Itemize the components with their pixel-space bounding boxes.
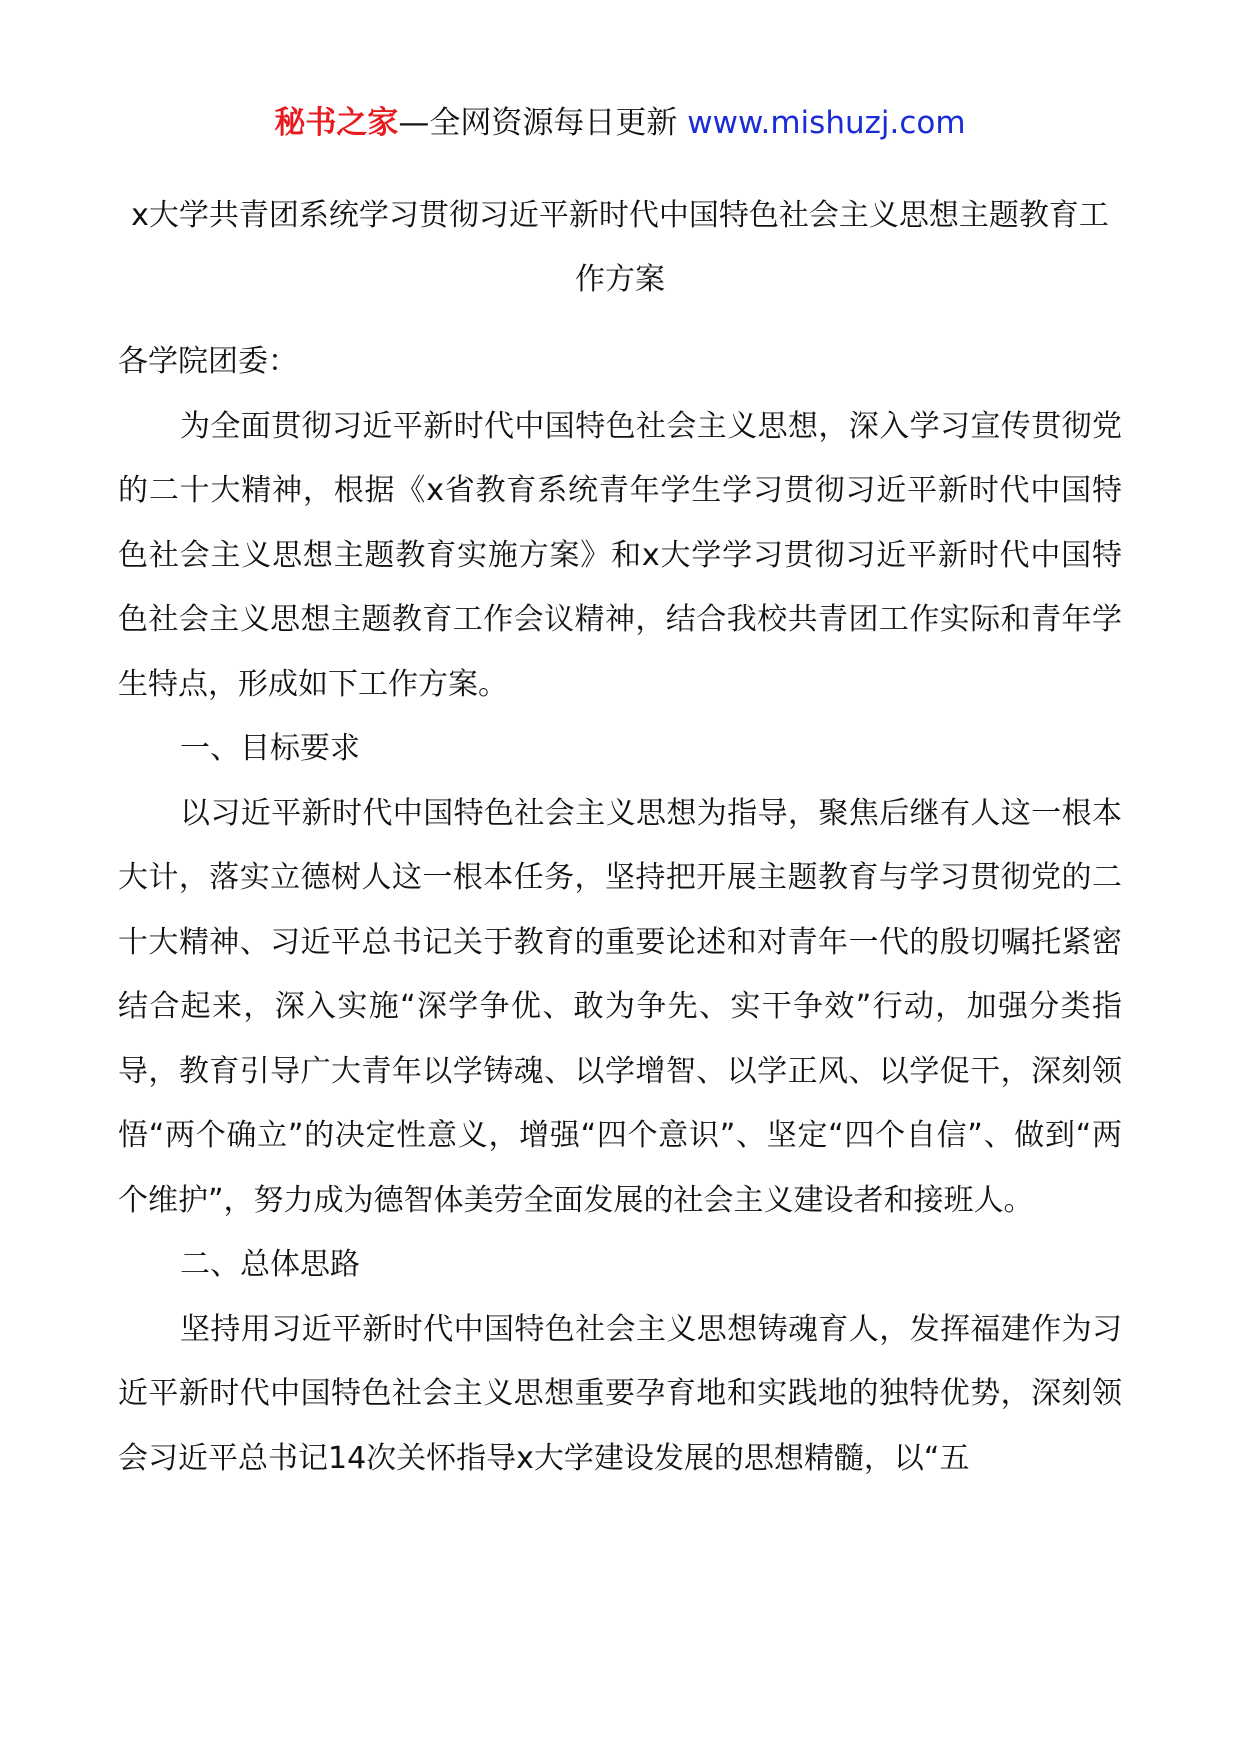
paragraph-intro: 为全面贯彻习近平新时代中国特色社会主义思想，深入学习宣传贯彻党的二十大精神，根据《x省教育系统青年学生学习贯彻习近平新时代中国特色社会主义思想主题教育实施方案》和x大学学习贯彻习近平新时代中国特色社会主义思想主题教育工作会议精神，结合我校共青团工作实际和青年学生特点，形成如下工作方案。: [118, 408, 1122, 702]
document-body: [118, 330, 1122, 1491]
section-heading-goals: 一、目标要求: [180, 731, 360, 766]
site-header: [0, 100, 1240, 146]
site-brand: 秘书之家: [274, 105, 399, 141]
site-url-link[interactable]: www.mishuzj.com: [687, 105, 966, 141]
salutation: 各学院团委：: [118, 344, 298, 379]
document-title: x大学共青团系统学习贯彻习近平新时代中国特色社会主义思想主题教育工作方案: [131, 198, 1109, 297]
site-tagline: —全网资源每日更新: [398, 105, 678, 141]
section-heading-approach: 二、总体思路: [180, 1247, 360, 1282]
paragraph-goals: 以习近平新时代中国特色社会主义思想为指导，聚焦后继有人这一根本大计，落实立德树人这一根本任务，坚持把开展主题教育与学习贯彻党的二十大精神、习近平总书记关于教育的重要论述和对青年一代的殷切嘱托紧密结合起来，深入实施“深学争优、敢为争先、实干争效”行动，加强分类指导，教育引导广大青年以学铸魂、以学增智、以学正风、以学促干，深刻领悟“两个确立”的决定性意义，增强“四个意识”、坚定“四个自信”、做到“两个维护”，努力成为德智体美劳全面发展的社会主义建设者和接班人。: [118, 795, 1122, 1218]
paragraph-approach: 坚持用习近平新时代中国特色社会主义思想铸魂育人，发挥福建作为习近平新时代中国特色社会主义思想重要孕育地和实践地的独特优势，深刻领会习近平总书记14次关怀指导x大学建设发展的思想精髓，以“五: [118, 1311, 1122, 1476]
